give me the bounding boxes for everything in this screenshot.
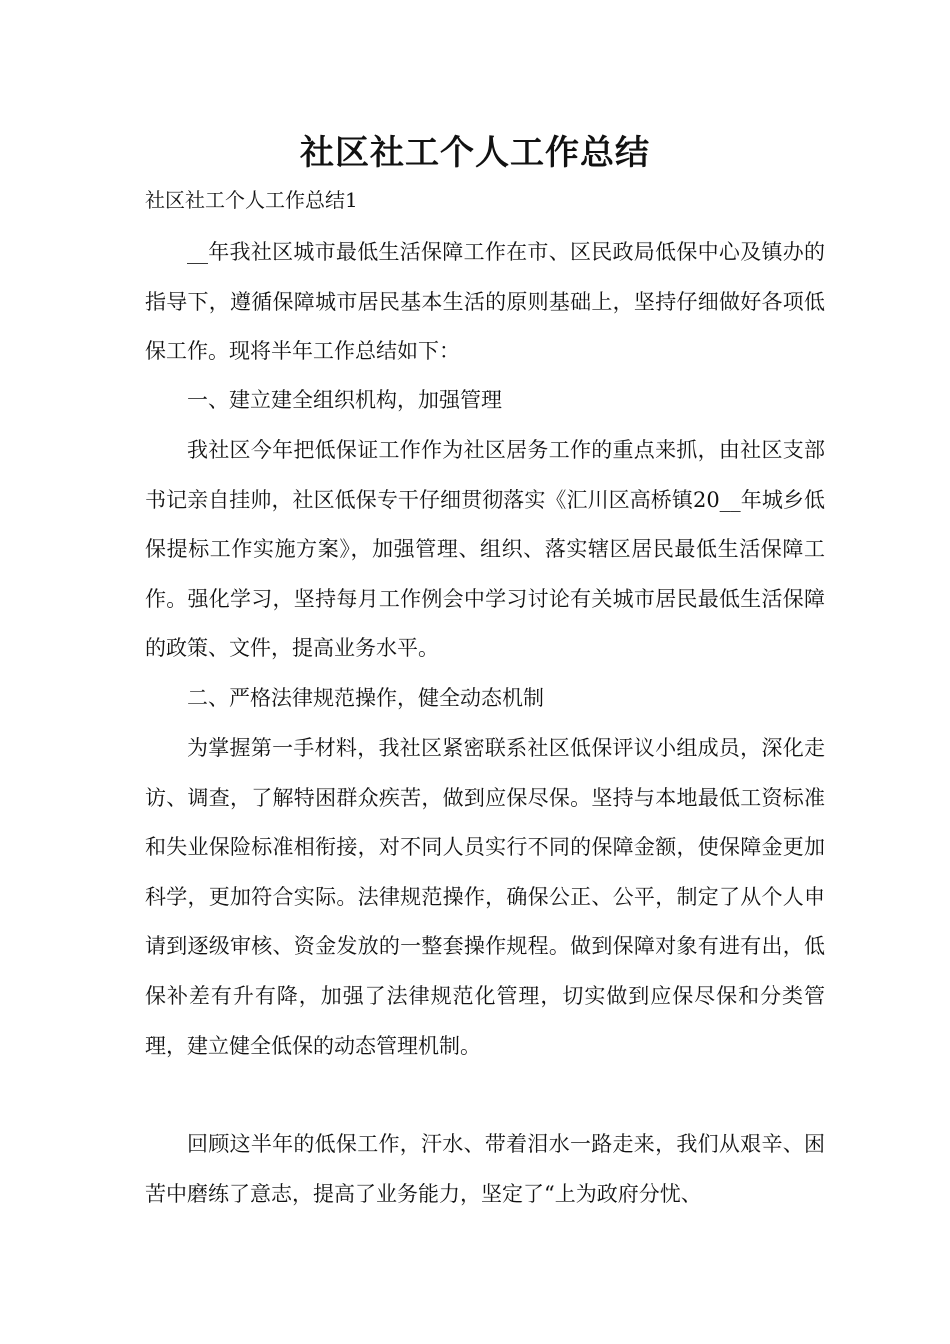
paragraph-intro: __年我社区城市最低生活保障工作在市、区民政局低保中心及镇办的指导下，遵循保障城市居民基本生活的原则基础上，坚持仔细做好各项低保工作。现将半年工作总结如下：	[145, 240, 825, 364]
document-subtitle: 社区社工个人工作总结1	[145, 188, 358, 212]
section-heading-1: 一、建立建全组织机构，加强管理	[187, 388, 502, 412]
paragraph-review: 回顾这半年的低保工作，汗水、带着泪水一路走来，我们从艰辛、困苦中磨练了意志，提高了业务能力，坚定了“上为政府分忧、	[145, 1132, 825, 1206]
paragraph-section-1: 我社区今年把低保证工作作为社区居务工作的重点来抓，由社区支部书记亲自挂帅，社区低保专干仔细贯彻落实《汇川区高桥镇20__年城乡低保提标工作实施方案》，加强管理、组织、落实辖区居民最低生活保障工作。强化学习，坚持每月工作例会中学习讨论有关城市居民最低生活保障的政策、文件，提高业务水平。	[145, 438, 825, 661]
section-heading-2: 二、严格法律规范操作，健全动态机制	[187, 686, 544, 710]
paragraph-section-2: 为掌握第一手材料，我社区紧密联系社区低保评议小组成员，深化走访、调查，了解特困群众疾苦，做到应保尽保。坚持与本地最低工资标准和失业保险标准相衔接，对不同人员实行不同的保障金额，使保障金更加科学，更加符合实际。法律规范操作，确保公正、公平，制定了从个人申请到逐级审核、资金发放的一整套操作规程。做到保障对象有进有出，低保补差有升有降，加强了法律规范化管理，切实做到应保尽保和分类管理，建立健全低保的动态管理机制。	[145, 736, 825, 1058]
document-title: 社区社工个人工作总结	[300, 133, 650, 173]
